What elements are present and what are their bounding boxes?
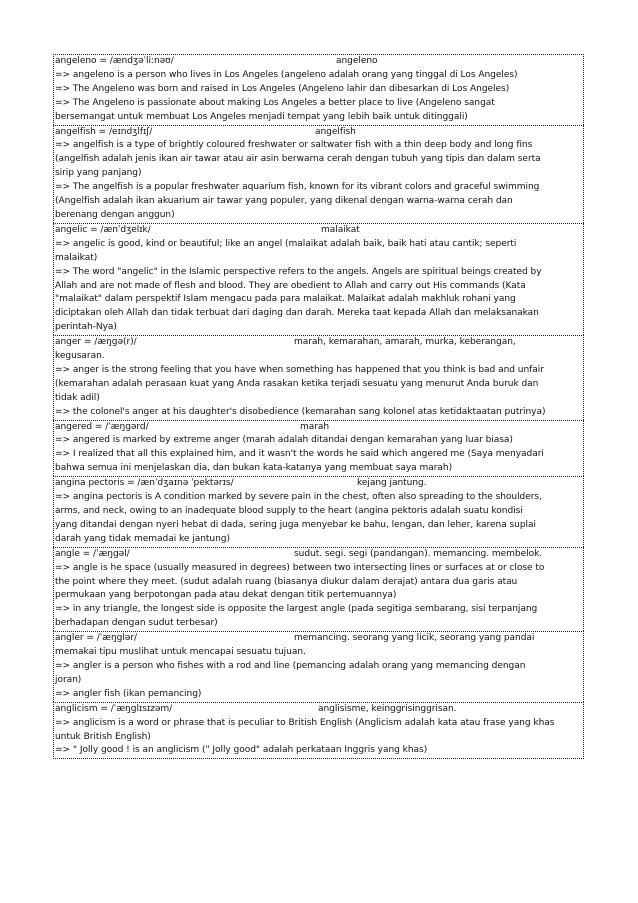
- definition-line: => The word "angelic" in the Islamic perspective refers to the angels. Angels are spiritual beings created by: [55, 266, 542, 277]
- definition-line: => I realized that all this explained him, and it wasn't the words he said which angered me (Saya menyadari: [55, 449, 544, 460]
- meaning: marah: [300, 421, 330, 432]
- meaning: angeleno: [336, 56, 378, 66]
- definition-line: Allah and are not made of flesh and blood. They are obedient to Allah and carry out His commands (Kata: [55, 280, 526, 291]
- definition-line: perintah-Nya): [55, 322, 117, 333]
- dictionary-entry: [53, 420, 584, 477]
- definition-line: tidak adil): [55, 392, 100, 403]
- entry-header: [54, 421, 583, 435]
- definition-line: => angelfish is a type of brightly coloured freshwater or saltwater fish with a thin deep body and long fins: [55, 140, 533, 151]
- definition-line: memakai tipu muslihat untuk mencapai sesuatu tujuan.: [55, 647, 306, 658]
- dictionary-entry: [53, 125, 584, 223]
- definition-line: (angelfish adalah jenis ikan air tawar atau air asin berwarna cerah dengan tubuh yang tipis dan dalam serta: [55, 154, 541, 165]
- entry-header: [54, 336, 583, 350]
- dictionary-entry: [53, 223, 584, 335]
- meaning: angelfish: [315, 126, 356, 137]
- definition-line: => anger is the strong feeling that you have when something has happened that you think is bad and unfair: [55, 364, 544, 375]
- headword: anglicism = /ˈæŋglɪsɪzəm/: [55, 703, 173, 714]
- definition-line: permukaan yang berpotongan pada atau dekat dengan titik pertemuannya): [55, 590, 397, 601]
- definition-line: bahwa semua ini menjelaskan dia, dan bukan kata-katanya yang membuat saya marah): [55, 463, 453, 474]
- headword: angeleno = /ændʒəˈliːnəʊ/: [55, 56, 174, 66]
- dictionary-page: [53, 54, 584, 759]
- dictionary-entry: [53, 547, 584, 631]
- definition-line: berhadapan dengan sudut terbesar): [55, 618, 218, 629]
- definition-line: (kemarahan adalah perasaan kuat yang Anda rasakan ketika terjadi sesuatu yang menurut Anda buruk dan: [55, 378, 539, 389]
- meaning: anglisisme, keinggrisinggrisan.: [318, 703, 457, 714]
- definition-line: the point where they meet. (sudut adalah ruang (biasanya diukur dalam derajat) antara dua garis atau: [55, 576, 518, 587]
- dictionary-entry: [53, 54, 584, 125]
- entry-header: [54, 477, 583, 491]
- dictionary-entry: [53, 702, 584, 760]
- dictionary-entry: [53, 476, 584, 547]
- definition-line: sirip yang panjang): [55, 168, 142, 179]
- headword: anger = /æŋgə(r)/: [55, 337, 137, 348]
- definition-line: berenang dengan anggun): [55, 209, 175, 220]
- definition-line: joran): [55, 674, 82, 685]
- meaning: kejang jantung.: [357, 478, 427, 489]
- definition-line: (Angelfish adalah ikan akuarium air tawar yang populer, yang dikenal dengan warna-warna cerah dan: [55, 196, 513, 207]
- entry-header: [54, 632, 583, 646]
- dictionary-entry: [53, 631, 584, 702]
- definition-line: => angeleno is a person who lives in Los Angeles (angeleno adalah orang yang tinggal di Los Angeles): [55, 69, 518, 80]
- meaning: memancing. seorang yang licik, seorang yang pandai: [294, 633, 535, 644]
- meaning: malaikat: [321, 224, 360, 235]
- headword: angered = /ˈæŋgərd/: [55, 421, 149, 432]
- definition-line: kegusaran.: [55, 351, 105, 362]
- entry-header: [54, 548, 583, 562]
- definition-line: bersemangat untuk membuat Los Angeles menjadi tempat yang lebih baik untuk ditinggali): [55, 111, 468, 122]
- definition-line: => The angelfish is a popular freshwater aquarium fish, known for its vibrant colors and graceful swimming: [55, 182, 540, 193]
- definition-line: => angle is he space (usually measured in degrees) between two intersecting lines or surfaces at or close to: [55, 562, 545, 573]
- definition-line: => The Angeleno is passionate about making Los Angeles a better place to live (Angeleno sangat: [55, 97, 495, 108]
- definition-line: => angina pectoris is A condition marked by severe pain in the chest, often also spreading to the shoulders,: [55, 492, 542, 503]
- entry-header: [54, 126, 583, 140]
- definition-line: => The Angeleno was born and raised in Los Angeles (Angeleno lahir dan dibesarkan di Los Angeles): [55, 83, 510, 94]
- headword: angelfish = /eɪndʒlfɪʃ/: [55, 126, 153, 137]
- headword: angelic = /ænˈdʒelɪk/: [55, 224, 151, 235]
- meaning: sudut. segi. segi (pandangan). memancing. membelok.: [294, 548, 543, 559]
- definition-line: diciptakan oleh Allah dan tidak terbuat dari daging dan darah. Mereka taat kepada Allah dan melaksanakan: [55, 308, 539, 319]
- definition-line: darah yang tidak memadai ke jantung): [55, 533, 230, 544]
- definition-line: yang ditandai dengan nyeri hebat di dada, sering juga menyebar ke bahu, lengan, dan leher, karena suplai: [55, 519, 536, 530]
- definition-line: => angler fish (ikan pemancing): [55, 688, 202, 699]
- meaning: marah, kemarahan, amarah, murka, keberangan,: [294, 337, 516, 348]
- definition-line: => in any triangle, the longest side is opposite the largest angle (pada segitiga sembarang, sisi terpanjang: [55, 604, 538, 615]
- entry-header: [54, 55, 583, 69]
- headword: angler = /ˈæŋglər/: [55, 633, 137, 644]
- entry-header: [54, 224, 583, 238]
- definition-line: => anglicism is a word or phrase that is peculiar to British English (Anglicism adalah kata atau frase yang khas: [55, 717, 555, 728]
- entry-header: [54, 703, 583, 717]
- dictionary-entry: [53, 335, 584, 419]
- headword: angle = /ˈæŋgəl/: [55, 548, 130, 559]
- definition-line: => the colonel's anger at his daughter's disobedience (kemarahan sang kolonel atas ketidaktaatan putrinya): [55, 406, 546, 417]
- definition-line: => angered is marked by extreme anger (marah adalah ditandai dengan kemarahan yang luar biasa): [55, 435, 513, 446]
- definition-line: untuk British English): [55, 731, 151, 742]
- definition-line: malaikat): [55, 252, 98, 263]
- definition-line: arms, and neck, owing to an inadequate blood supply to the heart (angina pektoris adalah suatu kondisi: [55, 506, 523, 516]
- definition-line: "malaikat" dalam perspektif Islam mengacu pada para malaikat. Malaikat adalah makhluk rohani yang: [55, 294, 516, 305]
- definition-line: => angler is a person who fishes with a rod and line (pemancing adalah orang yang memancing dengan: [55, 660, 526, 671]
- headword: angina pectoris = /ænˈdʒaɪnə ˈpektərɪs/: [55, 478, 234, 489]
- definition-line: => " Jolly good ! is an anglicism (" Jolly good" adalah perkataan Inggris yang khas): [55, 745, 428, 756]
- definition-line: => angelic is good, kind or beautiful; like an angel (malaikat adalah baik, baik hati atau cantik; seperti: [55, 238, 517, 249]
